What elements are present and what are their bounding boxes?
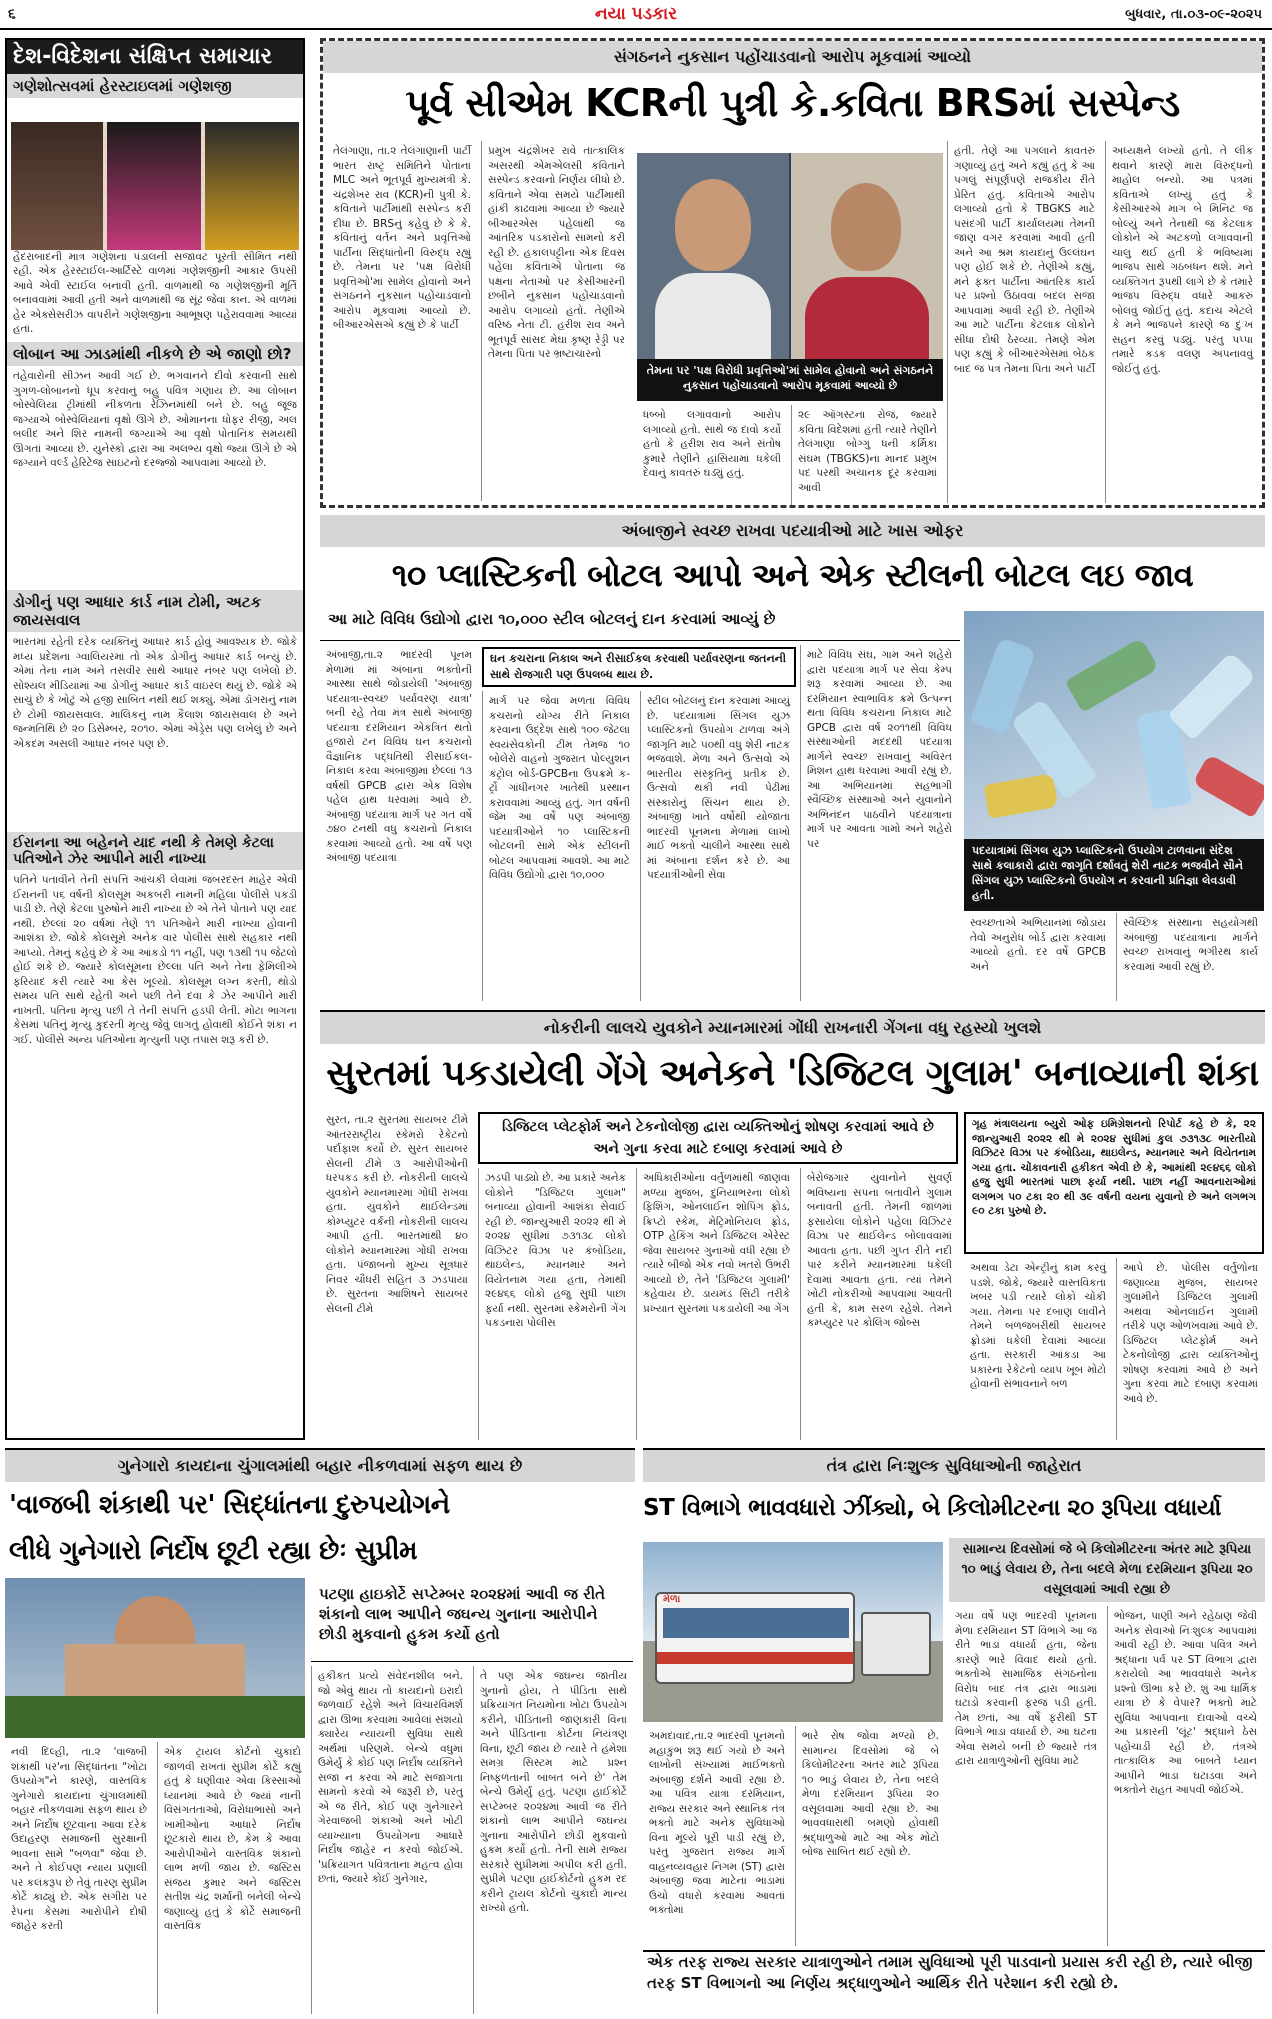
story-dog-body: ભારતમાં રહેતી દરેક વ્યક્તિનું આધાર કાર્ડ હોવું આવશ્યક છે. જોકે મધ્ય પ્રદેશના ગ્વાલિયરમાં તો એક ડોગીનું આધાર કાર્ડ બન્યું છે. એમાં તેના નામ અને તસવીર સાથે આધાર નંબર પણ લખેલો છે. સોશ્યલ મીડિયામાં આ ડોગીનું આધાર કાર્ડ વાઇરલ થયું છે. જોકે એ સાચું છે કે ખોટું એ હજી સાબિત નથી થઈ શક્યું. એમાં ડૉગરાનું નામ છે ટોમી જાયસવાલ. માલિકનું નામ કૈલાશ જાયસવાલ છે અને જન્મતિથિ છે ૨૦ ડિસેમ્બર, ૨૦૧૦. એમાં એડ્રેસ પણ લખેલું છે અને એકદમ અસલી આધાર નંબર પણ છે. (13, 636, 297, 750)
court-headline-2: લીધે ગુનેગારો નિર્દોષ છૂટી રહ્યા છેઃ સુપ્રીમ (9, 1536, 417, 1566)
kcr-col-6: અધ્યક્ષને લખ્યો હતો. તે લીક થવાને કારણે મારા વિરુદ્ધનો માહોલ બન્યો. આ પત્રમાં કવિતાએ લખ્યું હતું કે કેસીઆરએ માગ બે મિનિટ જ બોલ્યું અને તેનાથી જ કેટલાક લોકોને એ અટકળો લગાવવાની ચાલુ થઈ હતી કે ભવિષ્યમાં ભાજપ સાથે ગઠબંધન થશે. મને વ્યક્તિગત રૂપથી લાગે છે કે તમારે ભાજપ વિરુદ્ધ વધારે આકરું બોલવું જોઈતું હતું. કદાચ એટલે કે મને ભાજપને કારણે જ દુઃખ સહન કરવું પડ્યું. પરંતુ પપ્પા તમારે કડક વલણ અપનાવવું જોઈતું હતું. (1105, 141, 1259, 503)
story-ganesh-heading: ગણેશોત્સવમાં હેરસ્ટાઇલમાં ગણેશજી (7, 74, 303, 98)
bottle-col-4: માટે વિવિધ સંઘ, ગામ અને શહેરો દ્વારા પદયાત્રા માર્ગ પર સેવા કેમ્પ શરૂ કરવામાં આવ્યા છે. આ દરમિયાન સ્વાભાવિક ક્રમે ઉત્પન્ન થતા વિવિધ કચરાના નિકાલ માટે GPCB દ્વારા વર્ષ ૨૦૧૧થી વિવિધ સંસ્થાઓની મદદથી પદયાત્રા માર્ગને સ્વચ્છ રાખવાનું અવિરત મિશન હાથ ધરવામાં આવી રહ્યું છે. આ અભિયાનમાં સહભાગી સ્વૈચ્છિક સંસ્થાઓ અને યુવાનોને અભિનંદન પાઠવીને પદયાત્રાના માર્ગ પર આવતા ગામો અને શહેરો પર (800, 645, 958, 1001)
masthead (0, 0, 1272, 30)
story-iran-heading: ઈરાનના આ બહેનને યાદ નથી કે તેમણે કેટલા પતિઓને ઝેર આપીને મારી નાખ્યા (7, 832, 303, 870)
surat-col-1: સુરત, તા.૨ સુરતમાં સાયબર ટીમે આંતરરાષ્ટ્રીય સ્કેમરો રેકેટનો પર્દાફાશ કર્યો છે. સુરત સાયબર સેલની ટીમે ૩ આરોપીઓની ધરપકડ કરી છે. નોકરીની લાલચે યુવકોને મ્યાનમારમાં ગોંધી રાખવા હતા. યુવકોને થાઈલેન્ડમાં કોમ્પ્યુટર વર્કની નોકરીની લાલચ આપી હતી. ભારતમાંથી ૪૦ લોકોને મ્યાનમારમાં ગોંધી રાખવા હતા. પંજાબનો મુખ્ય સૂત્રધાર નિવર ચૌધરી સહિત ૩ ઝડપાયા છે. સુરતના આશિષને સાયબર સેલની ટીમે (326, 1114, 468, 1315)
story-st-fare (643, 1448, 1265, 2014)
bottle-deck: આ માટે વિવિધ ઉદ્યોગો દ્વારા ૧૦,૦૦૦ સ્ટીલ બોટલનું દાન કરવામાં આવ્યું છે (320, 605, 960, 641)
page-number: ૬ (8, 6, 16, 22)
issue-date: બુધવાર, તા.૦૩-૦૯-૨૦૨૫ (1125, 7, 1262, 22)
kcr-col-4: ૨૯ ઑગસ્ટના રોજ, જ્યારે કવિતા વિદેશમાં હતી ત્યારે તેણીને તેલંગાણા બોગ્ગુ ધની કર્મિકા સંઘમ (TBGKS)ના માનદ પ્રમુખ પદ પરથી અચાનક દૂર કરવામાં આવી (791, 405, 943, 505)
st-headline: ST વિભાગે ભાવવધારો ઝીંક્યો, બે કિલોમીટરના ૨૦ રૂપિયા વધાર્યા (643, 1495, 1221, 1521)
st-col-r1: ગયા વર્ષે પણ ભાદરવી પૂનમના મેળા દરમિયાન ST વિભાગે આ જ રીતે ભાડા વધાર્યા હતા, જેના કારણે ભારે વિવાદ થયો હતો. ભક્તોએ સામાજિક સંગઠનોના વિરોધ બાદ તંત્ર દ્વારા ભાડામાં ઘટાડો કરવાની ફરજ પડી હતી. તેમ છતાં, આ વર્ષે ફરીથી ST વિભાગે ભાડા વધાર્યા છે. આ ઘટના એવા સમયે બની છે જ્યારે તંત્ર દ્વારા યાત્રાળુઓની સુવિધા માટે (955, 1610, 1097, 1767)
court-deck: પટણા હાઇકોર્ટે સપ્ટેમ્બર ૨૦૨૪માં આવી જ રીતે શંકાનો લાભ આપીને જઘન્ય ગુનાના આરોપીને છોડી મુકવાનો હુકમ કર્યો હતો (311, 1580, 633, 1662)
kcr-photo (637, 153, 943, 359)
hairstyle-photo (11, 122, 299, 250)
bottle-col-1: અંબાજી,તા.૨ ભાદરવી પૂનમ મેળામાં માં અંબાના ભક્તોની આસ્થા સાથે જોડાયેલી 'અંબાજી પદયાત્રા-સ્વચ્છ પર્યાવરણ યાત્રા' બની રહે તેવા મંત્ર સાથે અંબાજી પદયાત્રા દરમિયાન એકત્રિત થતો હજારો ટન વિવિધ ઘન કચરાનો વૈજ્ઞાનિક પદ્ધતિથી રીસાઈકલ-નિકાલ કરવા અંબાજીમાં છેલ્લાં ૧૩ વર્ષથી GPCB દ્વારા એક વિશેષ પહેલ હાથ ધરવામાં આવે છે. અંબાજી પદયાત્રા માર્ગ પર ગત વર્ષે ૭૪૦ ટનથી વધુ કચરાનો નિકાલ કરવામાં આવ્યો હતો. આ વર્ષે પણ અંબાજી પદયાત્રા (326, 649, 472, 864)
kcr-col-5: હતી. તેણે આ પગલાને કાવતરું ગણાવ્યું હતું અને કહ્યું હતું કે આ પગલું સંપૂર્ણપણે રાજકીય રીતે પ્રેરિત હતું. કવિતાએ આરોપ લગાવ્યો હતો કે TBGKS માટે પસંદગી પાર્ટી કાર્યાલયમાં તેમની જાણ વગર કરવામાં આવી હતી અને આ શ્રમ કાયદાનું ઉલ્લંઘન પણ હોઈ શકે છે. તેણીએ કહ્યું, મને ફક્ત પાર્ટીના આંતરિક કાર્ય પર પ્રશ્નો ઉઠાવવા બદલ સજા આપવામાં આવી રહી છે. તેણીએ આ માટે પાર્ટીના કેટલાક લોકોને સીધા દોષી ઠેરવ્યા. તેમણે એમ પણ કહ્યું કે બીઆરએસમાં બેઠક બાદ જ પત્ર તેમના પિતા અને પાર્ટી (947, 141, 1101, 503)
st-bus-label: મેળા (663, 1594, 681, 1605)
court-col-1: નવી દિલ્હી, તા.૨ 'વાજબી શંકાથી પર'ના સિદ્ધાંતના "ખોટા ઉપયોગ"ને કારણે, વાસ્તવિક ગુનેગારો કાયદાના ચુંગાલમાંથી બહાર નીકળવામાં સફળ થાય છે અને નિર્દોષ છૂટવાના આવા દરેક ઉદાહરણ સમાજની સુરક્ષાની ભાવના સામે "બળવા" જેવા છે. અને તે કોઈપણ ન્યાય પ્રણાલી પર કલંકરૂપ છે તેવું તારણ સુપ્રીમ કોર્ટે કાઢ્યું છે. એક સગીરા પર રેપના કેસમાં આરોપીને દોષી જાહેર કરતી (11, 1746, 147, 1932)
supreme-court-photo (5, 1578, 305, 1738)
kavitha-portrait (791, 153, 943, 359)
court-col-2: એક ટ્રાયલ કોર્ટનો ચુકાદો જાળવી રાખતાં સુપ્રીમ કોર્ટે કહ્યું હતું કે ધણીવાર એવા કિસ્સાઓ ધ્યાનમાં આવે છે જ્યાં નાની વિસંગતતાઓ, વિરોધાભાસો અને ખામીઓના આધારે નિર્દોષ છૂટકારો થાય છે, કેમ કે આવા આરોપીઓને વાસ્તવિક શંકાનો લાભ મળી જાય છે. જસ્ટિસ સંજય કુમાર અને જસ્ટિસ સતીશ ચંદ્ર શર્માની બનેલી બેન્ચે જણાવ્યું હતું કે કોર્ટે સમાજની વાસ્તવિક (157, 1742, 307, 2014)
st-deck: સામાન્ય દિવસોમાં જે બે કિલોમીટરના અંતર માટે રૂપિયા ૧૦ ભાડું લેવાય છે, તેના બદલે મેળા દરમિયાન રૂપિયા ૨૦ વસૂલવામાં આવી રહ્યા છે (949, 1538, 1265, 1602)
kcr-col-1: તેલંગાણા, તા.૨ તેલંગાણાની પાર્ટી ભારત રાષ્ટ્ર સમિતિને પોતાના MLC અને ભૂતપૂર્વ મુખ્યમંત્રી કે. ચંદ્રશેખર રાવ (KCR)ની પુત્રી કે. કવિતાને પાર્ટીમાંથી સસ્પેન્ડ કરી દીધા છે. BRSનું કહેવું છે કે કે. કવિતાનું વર્તન અને પ્રવૃત્તિઓ પાર્ટીના સિદ્ધાંતોની વિરુદ્ધ રહ્યું છે. તેમના પર 'પક્ષ વિરોધી પ્રવૃત્તિઓ'માં સામેલ હોવાનો અને સંગઠનને નુકસાન પહોંચાડવાનો આરોપ મૂકવામાં આવ્યો છે. બીઆરએસએ કહ્યું છે કે પાર્ટી (333, 145, 471, 331)
surat-col-5: અથવા ડેટા એન્ટ્રીનું કામ કરવું પડશે. જોકે, જ્યારે વાસ્તવિકતા ખબર પડી ત્યારે લોકો ચોંકી ગયા. તેમના પર દબાણ લાવીને તેમને બળજબરીથી સાયબર ફ્રોડમાં ધકેલી દેવામાં આવ્યા હતા. સરકારી આંકડા આ પ્રકારના રેકેટનો વ્યાપ ખૂબ મોટો હોવાની સંભાવનાને બળ (970, 1262, 1106, 1390)
bottle-col-3: સ્ટીલ બોટલનું દાન કરવામાં આવ્યું છે. પદયાત્રામાં સિંગલ યુઝ પ્લાસ્ટિકનો ઉપયોગ ટાળવા અંગે જાગૃતિ માટે ૫૦થી વધુ શેરી નાટક ભજવાશે. મેળા અને ઉત્સવો એ ભારતીય સંસ્કૃતિનું પ્રતીક છે. ઉત્સવો થકી નવી પેઢીમાં સંસ્કારોનું સિંચન થાય છે. અંબાજી ખાતે વર્ષોથી યોજાતા ભાદરવી પૂનમના મેળામાં લાખો માઈ ભક્તો ચાલીને આસ્થા સાથે માં અંબાના દર્શન કરે છે. આ પદયાત્રીઓની સેવા (640, 691, 796, 1001)
st-kicker: તંત્ર દ્વારા નિઃશુલ્ક સુવિધાઓની જાહેરાત (643, 1450, 1265, 1482)
court-kicker: ગુનેગારો કાયદાના ચુંગાલમાંથી બહાર નીકળવામાં સફળ થાય છે (5, 1450, 635, 1482)
court-col-3: હકીકત પ્રત્યે સંવેદનશીલ બને. જો એવું થાય તો કાયદાનો ઇરાદો જળવાઈ રહેશે અને વિચારવિમર્શ દ્વારા ઊભા કરવામાં આવેલાં સંશયો ક્યારેય ન્યાયની સુવિધા સાથે અર્થમાં પરિણમે. બેન્ચે વધુમાં ઉમેર્યું કે કોઈ પણ નિર્દોષ વ્યક્તિને સજા ન કરવા એ માટે સજાગતા સામનો કરવો એ જરૂરી છે, પરંતુ એ જ રીતે, કોઈ પણ ગુનેગારને ગેરવાજબી શંકાઓ અને ખોટી વ્યાખ્યાના ઉપયોગના આધારે નિર્દોષ જાહેર ન કરવો જોઈએ. 'પ્રક્રિયાગત પવિત્રતાના મહત્વ હોવા છતાં, જ્યારે કોઈ ગુનેગાર, (311, 1666, 469, 2014)
st-footer: એક તરફ રાજ્ય સરકાર યાત્રાળુઓને તમામ સુવિધાઓ પૂરી પાડવાનો પ્રયાસ કરી રહી છે, ત્યારે બીજી તરફ ST વિભાગનો આ નિર્ણય શ્રદ્ધાળુઓને આર્થિક રીતે પરેશાન કરી રહ્યો છે. (643, 1950, 1265, 2014)
surat-kicker: નોકરીની લાલચે યુવકોને મ્યાનમારમાં ગોંધી રાખનારી ગેંગના વધુ રહસ્યો ખુલશે (320, 1012, 1265, 1044)
story-kcr (320, 38, 1265, 508)
surat-col-3: અધિકારીઓના વર્તુળમાંથી જાણવા મળ્યા મુજબ, દુનિયાભરના લોકો ફિશિંગ, ઓનલાઈન શોપિંગ ફ્રોડ, ક્રિપ્ટો સ્કેમ, મેટ્રિમોનિયલ ફ્રોડ, OTP હેકિંગ અને ડિજિટલ એરેસ્ટ જેવા સાયબર ગુનાઓ વધી રહ્યા છે ત્યારે બીજો એક નવો ખતરો ઉભરી આવ્યો છે, તેને 'ડિજિટલ ગુલામી' કહેવાય છે. ડાયમંડ સિટી તરીકે પ્રખ્યાત સુરતમાં પકડાયેલી આ ગેંગ (636, 1168, 796, 1440)
left-news-column (5, 38, 305, 1440)
kcr-col-2: પ્રમુખ ચંદ્રશેખર રાવે તાત્કાલિક અસરથી એમએલસી કવિતાને સસ્પેન્ડ કરવાનો નિર્ણય લીધો છે. કવિતાને એવા સમયે પાર્ટીમાંથી હાંકી કાઢવામાં આવ્યા છે જ્યારે બીઆરએસ પહેલાંથી જ આંતરિક પડકારોનો સામનો કરી રહી છે. હકાલપટ્ટીના એક દિવસ પહેલા કવિતાએ પોતાના જ પક્ષના નેતાઓ પર કેસીઆરની છબીને નુકસાન પહોંચાડવાનો આરોપ લગાવ્યો હતો. તેણીએ વરિષ્ઠ નેતા ટી. હરીશ રાવ અને ભૂતપૂર્વ સાંસદ મેઘા કૃષ્ણ રેડ્ડી પર તેમના પિતા પર ભ્રષ્ટાચારનો (481, 141, 631, 501)
surat-col-2: ઝડપી પાડ્યો છે. આ પ્રકારે અનેક લોકોને "ડિજિટલ ગુલામ" બનાવ્યા હોવાની આશંકા સેવાઈ રહી છે. જાન્યુઆરી ૨૦૨૨ થી મે ૨૦૨૪ સુધીમાં ૭૩૧૩૮ લોકો વિઝિટર વિઝા પર કંબોડિયા, થાઇલેન્ડ, મ્યાનમાર અને વિયેતનામ ગયા હતા, તેમાંથી ૨૯૪૬૬ લોકો હજુ સુધી પાછા ફર્યા નથી. સુરતમાં સ્કેમરોની ગેંગ પકડનારા પોલીસ (478, 1168, 632, 1440)
bottle-caption: પદયાત્રામાં સિંગલ યુઝ પ્લાસ્ટિકનો ઉપયોગ ટાળવાના સંદેશ સાથે કલાકારો દ્વારા જાગૃતિ દર્શાવતું શેરી નાટક ભજવીને સૌને સિંગલ યુઝ પ્લાસ્ટિકનો ઉપયોગ ન કરવાની પ્રતિજ્ઞા લેવડાવી હતી. (964, 839, 1264, 911)
surat-deck: ડિજિટલ પ્લેટફોર્મ અને ટેકનોલોજી દ્વારા વ્યક્તિઓનું શોષણ કરવામાં આવે છે અને ગુના કરવા માટે દબાણ કરવામાં આવે છે (478, 1112, 958, 1164)
court-col-4: તે પણ એક જઘન્ય જાતીય ગુનાનો હોય, તે પીડિતા સાથે પ્રક્રિયાગત નિયમોના ખોટા ઉપયોગ કરીને, પીડિતાની જાણકારી વિના અને પીડિતાના કોર્ટના નિયંત્રણ વિના, છૂટી જાય છે ત્યારે તે હંમેશા સમગ્ર સિસ્ટમ માટે પ્રશ્ન નિષ્ફળતાની બાબત બને છે' તેમ બેન્ચે ઉમેર્યું હતું. પટણા હાઈકોર્ટે સપ્ટેમ્બર ૨૦૨૪માં આવી જ રીતે શંકાનો લાભ આપીને જઘન્ય ગુનાના આરોપીને છોડી મુકવાનો હુકમ કર્યો હતો. તેની સામે રાજ્ય સરકારે સુપ્રીમમાં અપીલ કરી હતી. સુપ્રીમે પટણા હાઈકોર્ટનો હુકમ રદ કરીને ટ્રાયલ કોર્ટનો ચુકાદો માન્ય રાખ્યો હતો. (473, 1666, 633, 2014)
paper-name: નયા પડકાર (595, 4, 677, 24)
st-bus (655, 1592, 855, 1684)
left-column-title: દેશ-વિદેશના સંક્ષિપ્ત સમાચાર (7, 40, 303, 74)
bottle-col-6: સ્વૈચ્છિક સંસ્થાના સહયોગથી અંબાજી પદયાત્રાના માર્ગને સ્વચ્છ રાખવાનું ભગીરથ કાર્ય કરવામાં આવી રહ્યું છે. (1116, 913, 1264, 1001)
bottle-headline: ૧૦ પ્લાસ્ટિકની બોટલ આપો અને એક સ્ટીલની બોટલ લઇ જાવ (391, 556, 1194, 594)
bottle-col-2: માર્ગ પર જેવા મળતા વિવિધ કચરાનો યોગ્ય રીતે નિકાલ કરવાના ઉદ્દેશ સાથે ૧૦૦ જેટલા સ્વયંસેવકોની ટીમ તેમજ ૧૦ બોલેરો વાહનો ગુજરાત પોલ્યુશન કંટ્રોલ બોર્ડ-GPCBના ઉપક્રમે ક-ર્ટ્રો ગાંધીનગર ખાતેથી પ્રસ્થાન કરાવવામાં આવ્યું હતું. ગત વર્ષની જેમ આ વર્ષે પણ અંબાજી પદયાત્રીઓને ૧૦ પ્લાસ્ટિકની બોટલની સામે એક સ્ટીલની બોટલ આપવામાં આવશે. આ માટે વિવિધ ઉદ્યોગો દ્વારા ૧૦,૦૦૦ (482, 691, 636, 1001)
kcr-col-3: ધબ્બો લગાવવાનો આરોપ લગાવ્યો હતો. સાથે જ દાવો કર્યો હતો કે હરીશ રાવ અને સંતોષ કુમારે તેણીને હાંસિયામાં ધકેલી દેવાનું કાવતરું ઘડ્યું હતું. (643, 409, 781, 479)
story-surat (320, 1010, 1265, 1440)
bottle-highlight: ઘન કચરાના નિકાલ અને રીસાઈકલ કરવાથી પર્યાવરણના જતનની સાથે રોજગારી પણ ઉપલબ્ધ થાય છે. (482, 647, 796, 687)
kcr-portrait (637, 153, 789, 359)
bottle-kicker: અંબાજીને સ્વચ્છ રાખવા પદયાત્રીઓ માટે ખાસ ઓફર (320, 515, 1265, 547)
story-dog-heading: ડોગીનું પણ આધાર કાર્ડ નામ ટોમી, અટક જાયસવાલ (7, 590, 303, 632)
story-ganesh-body: હૈદરાબાદની માત્ર ગણેશના પંડાલની સજાવટ પૂરતી સીમિત નથી રહી. એક હેરસ્ટાઈલ-આર્ટિસ્ટે વાળમાં ગણેશજીની આકાર ઉપસી આવે એવી સ્ટાઈલ બનાવી હતી. વાળમાંથી જ ગણેશજીની મૂર્તિ બનાવવામાં આવી હતી અને વાળમાંથી જ સૂંઢ જેવા કાન. એ વાળમાં હેર એક્સેસરીઝ વાપરીને ગણેશજીના આભૂષણ પહેરાવવામાં આવ્યાં હતાં. (13, 250, 297, 335)
st-col-1: અમદાવાદ,તા.૨ ભાદરવી પૂનમનો મહાકુંભ શરૂ થઈ ગયો છે અને લાખોની સંખ્યામાં માઈભક્તો અંબાજી દર્શને આવી રહ્યા છે. આ પવિત્ર યાત્રા દરમિયાન, રાજ્ય સરકાર અને સ્થાનિક તંત્ર ભક્તો માટે અનેક સુવિધાઓ વિના મૂલ્યે પૂરી પાડી રહ્યું છે, પરંતુ ગુજરાત રાજ્ય માર્ગ વાહનવ્યવહાર નિગમ (ST) દ્વારા અંબાજી જવા માટેના ભાડામાં ઉંચો વધારો કરવામાં આવતાં ભક્તોમાં (649, 1730, 785, 1916)
st-col-r2: ભોજન, પાણી અને રહેઠાણ જેવી અનેક સેવાઓ નિઃશુલ્ક આપવામાં આવી રહી છે. આવા પવિત્ર અને શ્રદ્ધાના પર્વ પર ST વિભાગ દ્વારા કરાયેલો આ ભાવવધારો અનેક પ્રશ્નો ઊભા કરે છે. શું આ ધાર્મિક યાત્રા છે કે વેપાર? ભક્તો માટે સુવિધા આપવાના દાવાઓ વચ્ચે આ પ્રકારની 'લૂંટ' શ્રદ્ધાને ઠેસ પહોંચાડી રહી છે. તંત્રએ તાત્કાલિક આ બાબતે ધ્યાન આપીને ભાડા ઘટાડવા અને ભક્તોને રાહત આપવી જોઈએ. (1107, 1606, 1263, 1946)
surat-col-6: આપે છે. પોલીસ વર્તુળોના જણાવ્યા મુજબ, સાયબર ગુલામીને ડિજિટલ ગુલામી અથવા ઓનલાઈન ગુલામી તરીકે પણ ઓળખવામાં આવે છે. ડિજિટલ પ્લેટફોર્મ અને ટેકનોલોજી દ્વારા વ્યક્તિઓનું શોષણ કરવામાં આવે છે અને ગુના કરવા માટે દબાણ કરવામાં આવે છે. (1116, 1258, 1264, 1440)
plastic-bottles-photo (964, 611, 1264, 839)
kcr-kicker: સંગઠનને નુકસાન પહોંચાડવાનો આરોપ મૂકવામાં આવ્યો (323, 41, 1262, 73)
surat-headline: સુરતમાં પકડાયેલી ગેંગે અનેકને 'ડિજિટલ ગુલામ' બનાવ્યાની શંકા (326, 1053, 1259, 1094)
court-headline-1: 'વાજબી શંકાથી પર' સિદ્ધાંતના દુરુપયોગને (9, 1490, 450, 1520)
story-supreme-court (5, 1448, 635, 2014)
story-loban-body: તહેવારોની સીઝન આવી ગઈ છે. ભગવાનને દીવો કરવાની સાથે ગુગળ-લોબાનનો ધૂપ કરવાનું બહુ પવિત્ર ગણાય છે. આ લોબાન બોસ્વેલિયા ટ્રીમાંથી નીકળતા રેઝિનમાંથી બને છે. બહુ જૂજ જગ્યાએ બોસ્વેલિયાનાં વૃક્ષો ઊગે છે. ઓમાનના ધોફર રીજી, અલ બલીદ અને શિર નામની જગ્યાએ આ વૃક્ષો પોતાનિક સમયથી ઊગતાં આવ્યાં છે. યુનેસ્કો દ્વારા આ અલભ્ય વૃક્ષો જ્યાં ઊગે છે એ જગ્યાને વર્લ્ડ હેરિટેજ સાઇટનો દરજ્જો આપવામાં આવ્યો છે. (13, 370, 297, 469)
surat-stat-box: ગૃહ મંત્રાલયના બ્યુરો ઓફ ઇમિગ્રેશનનો રિપોર્ટ કહે છે કે, ૨૨ જાન્યુઆરી ૨૦૨૨ થી મે ૨૦૨૪ સુધીમાં કુલ ૭૩૧૩૮ ભારતીયો વિઝિટર વિઝા પર કંબોડિયા, થાઇલેન્ડ, મ્યાનમાર અને વિયેતનામ ગયા હતા. ચોંકાવનારી હકીકત એવી છે કે, આમાંથી ૨૯૪૬૬ લોકો હજુ સુધી ભારતમાં પાછા ફર્યા નથી. પાછા નહીં આવનારાઓમાં લગભગ ૫૦ ટકા ૨૦ થી ૩૯ વર્ષની વયના યુવાનો છે અને લગભગ ૯૦ ટકા પુરુષો છે. (964, 1112, 1264, 1254)
st-bus-photo (643, 1542, 943, 1722)
bottle-col-5: સ્વચ્છતાએ અભિયાનમાં જોડાય તેવો અનુરોધ બોર્ડ દ્વારા કરવામાં આવ્યો હતો. દર વર્ષે GPCB અને (970, 917, 1106, 973)
kcr-headline: પૂર્વ સીએમ KCRની પુત્રી કે.કવિતા BRSમાં સસ્પેન્ડ (405, 81, 1180, 125)
st-col-2: ભારે રોષ જોવા મળ્યો છે. સામાન્ય દિવસોમાં જે બે કિલોમીટરના અંતર માટે રૂપિયા ૧૦ ભાડું લેવાય છે, તેના બદલે મેળા દરમિયાન રૂપિયા ૨૦ વસૂલવામાં આવી રહ્યા છે. આ ભાવવધારાથી બમણો હોવાથી શ્રદ્ધાળુઓ માટે આ એક મોટો બોજ સાબિત થઈ રહ્યો છે. (795, 1726, 945, 1946)
surat-col-4: બેરોજગાર યુવાનોને સુવર્ણ ભવિષ્યના સપના બતાવીને ગુલામ બનાવતી હતી. તેમની જાળમાં ફસાયેલા લોકોને પહેલા વિઝિટર વિઝા પર થાઈલેન્ડ બોલાવવામાં આવતા હતા. પછી ગુપ્ત રીતે નદી પાર કરીને મ્યાનમારમાં ધકેલી દેવામાં આવતા હતા. ત્યાં તેમને ખોટી નોકરીઓ આપવામાં આવતી હતી કે, કામ સરળ રહેશે. તેમને કમ્પ્યુટર પર કોલિંગ જોબ્સ (800, 1168, 958, 1440)
story-loban-heading: લોબાન આ ઝાડમાંથી નીકળે છે એ જાણો છો? (7, 342, 303, 366)
story-iran-body: પતિને પતાવીને તેની સંપત્તિ આંચકી લેવામાં જબરદસ્ત માહેર એવી ઈરાનની ૫૬ વર્ષની કોલસૂમ અકબરી નામની મહિલા પોલીસે પકડી પાડી છે. તેણે કેટલા પુરુષોને મારી નાખ્યા છે એ તેને પોતાને પણ યાદ નથી. છેલ્લાં ૨૦ વર્ષમાં તેણે ૧૧ પતિઓને મારી નાખ્યા હોવાની આશંકા છે. જોકે કોલસૂમે અનેક વાર પોલીસ સાથે સહકાર નથી આપ્યો. તેમનું કહેવું છે કે આ આંકડો ૧૧ નહીં, પણ ૧૩થી ૧૫ જેટલો હોઈ શકે છે. જ્યારે કોલસૂમના છેલ્લા પતિ અને તેના ફેમિલીએ ફરિયાદ કરી ત્યારે આ કેસ ખૂલ્યો. કોલસૂમ લગ્ન કરતી, થોડો સમય પતિ સાથે રહેતી અને પછી તેને દવા કે ઝેર આપીને મારી નાખતી. પતિના મૃત્યુ પછી તે તેની સંપત્તિ હડપી લેતી. મોટા ભાગના કેસમાં પતિનું મૃત્યુ કુદરતી મૃત્યુ જેવું લાગતું હોવાથી કોઈને શંકા ન ગઈ. પોલીસે અન્ય પતિઓના મૃત્યુની પણ તપાસ શરૂ કરી છે. (13, 874, 297, 1046)
story-bottle (320, 515, 1265, 1003)
kcr-caption: તેમના પર 'પક્ષ વિરોધી પ્રવૃત્તિઓ'માં સામેલ હોવાનો અને સંગઠનને નુકસાન પહોંચાડવાનો આરોપ મૂકવામાં આવ્યો છે (637, 359, 943, 401)
